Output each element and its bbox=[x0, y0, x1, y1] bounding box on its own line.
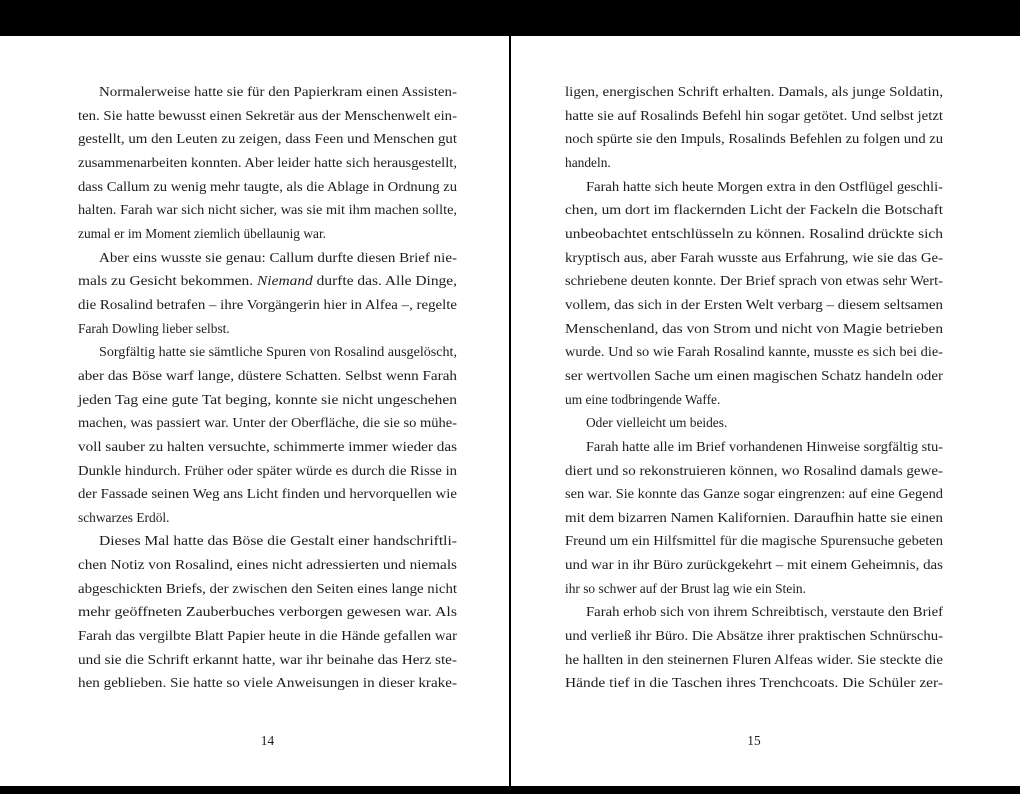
text-line: unbeobachtet entschlüsseln zu können. Rosalind drückte sich bbox=[565, 225, 943, 241]
text-line: schriebene deuten konnte. Der Brief sprach von etwas sehr Wert- bbox=[565, 273, 943, 289]
page-right-text bbox=[565, 80, 943, 695]
text-line: Farah hatte sich heute Morgen extra in den Ostflügel geschli- bbox=[586, 178, 943, 194]
page-number-left: 14 bbox=[260, 733, 275, 748]
text-line: wurde. Und so wie Farah Rosalind kannte, musste es sich bei die- bbox=[565, 344, 943, 360]
text-line: machen, was passiert war. Unter der Oberfläche, die sie so mühe- bbox=[78, 415, 457, 431]
page-number-right: 15 bbox=[747, 733, 761, 748]
text-line: ser wertvollen Sache um einen magischen Schatz handeln oder bbox=[565, 367, 943, 383]
text-line: die Rosalind betrafen – ihre Vorgängerin hier in Alfea –, regelte bbox=[78, 296, 457, 312]
text-line: ten. Sie hatte bewusst einen Sekretär aus der Menschenwelt ein- bbox=[78, 107, 458, 123]
bottom-black-bar bbox=[0, 786, 1020, 794]
text-line: ligen, energischen Schrift erhalten. Damals, als junge Soldatin, bbox=[565, 84, 943, 99]
text-line: voll sauber zu halten versuchte, schimmerte immer wieder das bbox=[78, 438, 457, 454]
text-line: und sie die Schrift erkannt hatte, war ihr beinahe das Herz ste- bbox=[78, 651, 457, 667]
text-line: Hände tief in die Taschen ihres Trenchcoats. Die Schüler zer- bbox=[565, 675, 943, 691]
text-line: noch spürte sie den Impuls, Rosalinds Befehlen zu folgen und zu bbox=[565, 131, 943, 147]
text-line: Farah erhob sich von ihrem Schreibtisch, verstaute den Brief bbox=[586, 604, 943, 620]
text-line: gestellt, um den Leuten zu zeigen, dass Feen und Menschen gut bbox=[78, 131, 457, 147]
text-line: aber das Böse warf lange, düstere Schatten. Selbst wenn Farah bbox=[78, 367, 458, 383]
text-line: halten. Farah war sich nicht sicher, was sie mit ihm machen sollte, bbox=[78, 202, 458, 218]
text-line: Normalerweise hatte sie für den Papierkram einen Assisten- bbox=[99, 84, 457, 99]
text-line: Farah Dowling lieber selbst. bbox=[78, 320, 230, 336]
text-line: chen Notiz von Rosalind, eines nicht adressierten und niemals bbox=[78, 557, 457, 573]
text-line: dass Callum zu wenig mehr taugte, als die Ablage in Ordnung zu bbox=[78, 178, 458, 194]
text-line: sen war. Sie konnte das Ganze sogar eingrenzen: auf eine Gegend bbox=[565, 486, 943, 502]
text-line: Oder vielleicht um beides. bbox=[586, 415, 728, 431]
text-line: der Fassade seinen Weg ans Licht finden und hervorquellen wie bbox=[78, 486, 457, 502]
page-left bbox=[0, 36, 509, 786]
text-line: Sorgfältig hatte sie sämtliche Spuren von Rosalind ausgelöscht, bbox=[99, 344, 457, 360]
text-line: abgeschickten Briefs, der zwischen den Seiten eines lange nicht bbox=[78, 580, 458, 596]
page-left-text bbox=[78, 80, 457, 695]
text-line: hatte sie auf Rosalinds Befehl hin sogar getötet. Und selbst jetzt bbox=[565, 107, 943, 123]
text-line: handeln. bbox=[565, 154, 611, 170]
text-line: mals zu Gesicht bekommen. Niemand durfte das. Alle Dinge, bbox=[78, 273, 457, 289]
text-line: Menschenland, das von Strom und nicht von Magie betrieben bbox=[565, 320, 943, 336]
text-line: diert und so rekonstruieren können, wo Rosalind damals gewe- bbox=[565, 462, 943, 478]
text-line: Aber eins wusste sie genau: Callum durfte diesen Brief nie- bbox=[99, 249, 457, 265]
text-line: kryptisch aus, aber Farah wusste aus Erfahrung, wie sie das Ge- bbox=[565, 249, 943, 265]
text-line: Farah das vergilbte Blatt Papier heute in die Hände gefallen war bbox=[78, 628, 457, 644]
text-line: Farah hatte alle im Brief vorhandenen Hinweise sorgfältig stu- bbox=[586, 438, 943, 454]
text-line: zumal er im Moment ziemlich übellaunig war. bbox=[78, 225, 327, 241]
text-line: chen, um dort im flackernden Licht der Fackeln die Botschaft bbox=[565, 202, 943, 218]
text-line: vollem, das sich in der Ersten Welt verbarg – diesem seltsamen bbox=[565, 296, 943, 312]
text-line: Dunkle hindurch. Früher oder später würde es durch die Risse in bbox=[78, 462, 457, 478]
text-line: jeden Tag eine gute Tat beging, konnte sie nicht ungeschehen bbox=[78, 391, 457, 407]
text-line: um eine todbringende Waffe. bbox=[565, 391, 721, 407]
text-line: hen geblieben. Sie hatte so viele Anweisungen in dieser krake- bbox=[78, 675, 457, 691]
text-line: mit dem bizarren Namen Kalifornien. Daraufhin hatte sie einen bbox=[565, 509, 943, 525]
page-right bbox=[511, 36, 1020, 786]
text-line: Freund um ein Hilfsmittel für die magische Spurensuche gebeten bbox=[565, 533, 943, 549]
text-line: zusammenarbeiten konnten. Aber leider hatte sich herausgestellt, bbox=[78, 154, 457, 170]
text-line: und verließ ihr Büro. Die Absätze ihrer praktischen Schnürschu- bbox=[565, 628, 943, 644]
text-line: schwarzes Erdöl. bbox=[78, 509, 170, 525]
text-line: mehr geöffneten Zauberbuches verborgen gewesen war. Als bbox=[78, 604, 457, 620]
text-line: und war in ihr Büro zurückgekehrt – mit einem Geheimnis, das bbox=[565, 557, 943, 573]
text-line: he hallten in den steinernen Fluren Alfeas wider. Sie steckte die bbox=[565, 651, 943, 667]
text-line: Dieses Mal hatte das Böse die Gestalt einer handschriftli- bbox=[99, 533, 457, 549]
text-line: ihr so schwer auf der Brust lag wie ein Stein. bbox=[565, 580, 806, 596]
